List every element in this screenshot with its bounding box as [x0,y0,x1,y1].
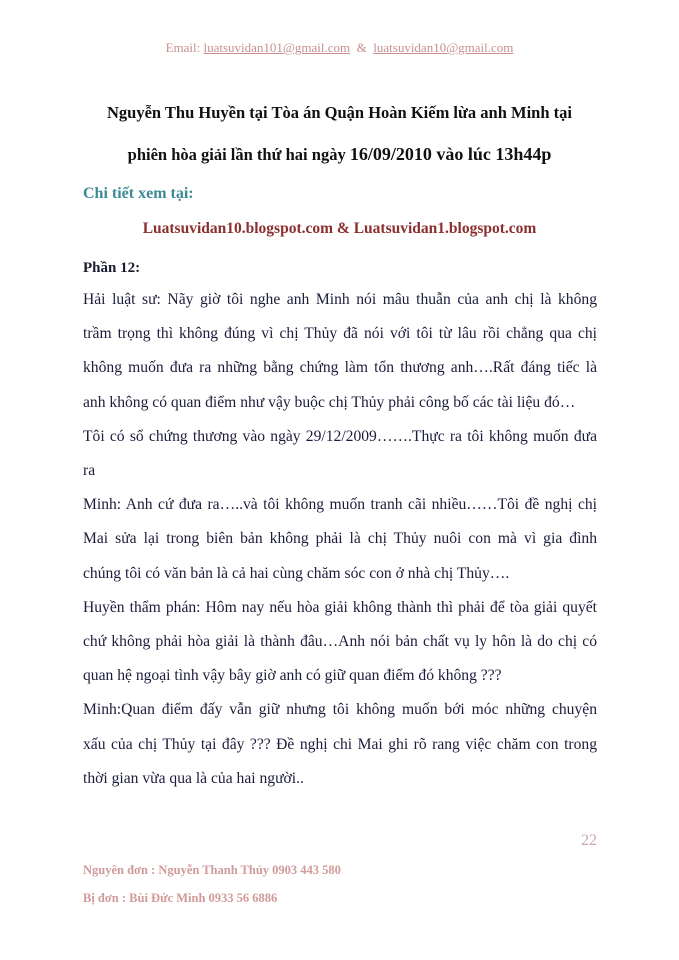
document-title-line-1: Nguyễn Thu Huyền tại Tòa án Quận Hoàn Kiếm lừa anh Minh tại [107,103,572,122]
body-line: Tôi có sổ chứng thương vào ngày 29/12/2009…….Thực ra tôi không muốn đưa [83,427,597,445]
body-line: xấu của chị Thủy tại đây ??? Đề nghị chi Mai ghi rõ rang việc chăm con trong [83,735,597,753]
body-line: ra [83,462,96,479]
email-header [0,40,679,56]
body-line: Huyền thẩm phán: Hôm nay nếu hòa giải không thành thì phải để tòa giải quyết [83,598,597,616]
title-prefix: phiên hòa giải lần thứ hai ngày [127,145,350,164]
footer-defendant: Bị đơn : Bùi Đức Minh 0933 56 6886 [83,891,278,905]
section-heading: Phần 12: [83,260,141,276]
body-line: quan hệ ngoại tình vậy bây giờ anh có giữ quan điểm đó không ??? [83,667,502,685]
email-label: Email: [165,40,201,55]
document-title-line-2 [0,144,679,165]
page-number: 22 [581,832,597,849]
details-label: Chi tiết xem tại: [83,185,194,202]
body-line: Mai sửa lại trong biên bản không phải là chị Thủy nuôi con mà vì gia đình [83,530,597,548]
blog-links[interactable]: Luatsuvidan10.blogspot.com & Luatsuvidan1.blogspot.com [142,220,537,237]
body-line: Minh: Anh cứ đưa ra…..và tôi không muốn tranh cãi nhiều……Tôi đề nghị chị [83,496,597,514]
body-line: trầm trọng thì không đúng vì chị Thủy đã nói với tôi từ lâu rồi chẳng qua chị [83,325,597,343]
email-separator: & [356,40,367,55]
email-link-1[interactable]: luatsuvidan101@gmail.com [203,40,351,55]
body-line: Minh:Quan điểm đấy vẫn giữ nhưng tôi không muốn bới móc những chuyện [83,701,597,719]
footer-plaintiff: Nguyên đơn : Nguyễn Thanh Thủy 0903 443 580 [83,863,341,877]
body-line: anh không có quan điểm như vậy buộc chị Thủy phải công bố các tài liệu đó… [83,393,576,411]
body-line: chứ không phải hòa giải là thành đâu…Anh nói bản chất vụ ly hôn là do chị có [83,633,597,650]
title-date: 16/09/2010 vào lúc 13h44p [349,144,552,164]
body-line: chúng tôi có văn bản là cả hai cùng chăm sóc con ở nhà chị Thủy…. [83,564,510,582]
body-line: Hải luật sư: Nãy giờ tôi nghe anh Minh nói mâu thuẫn của anh chị là không [83,291,597,308]
body-line: không muốn đưa ra những bằng chứng làm tổn thương anh….Rất đáng tiếc là [83,359,597,377]
email-link-2[interactable]: luatsuvidan10@gmail.com [373,40,514,55]
body-line: thời gian vừa qua là của hai người.. [83,769,304,787]
